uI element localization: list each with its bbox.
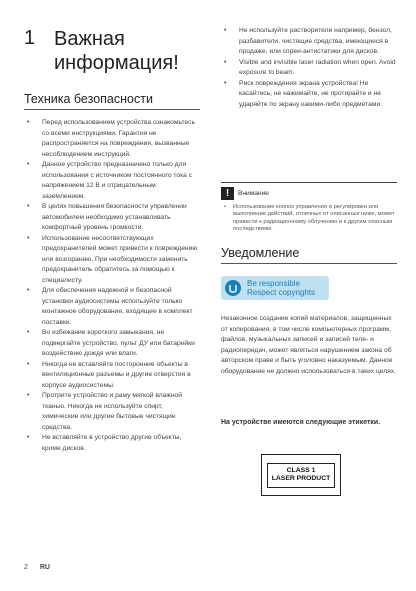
copyright-paragraph: Незаконное создание копий материалов, защищенных от копирования, в том числе компьютерных программ, файлов, музыкальных записей и записей теле- и радиопередач, может являться нарушением закона об авторском праве и быть уголовно наказуемым. Данное оборудование не должно использоваться в таких целях.: [221, 315, 396, 375]
notice-heading-text: Уведомление: [221, 246, 397, 264]
safety-item: • Протрите устройство и раму мягкой влажной тканью. Никогда не используйте спирт, химические или другие бытовые чистящие средства.: [24, 391, 200, 433]
safety-list-continued: [221, 26, 397, 110]
copyright-icon: [225, 280, 241, 296]
warning-list: [221, 204, 397, 234]
safety-heading-text: Техника безопасности: [24, 92, 200, 110]
laser-product: LASER PRODUCT: [271, 475, 331, 482]
warning-text: • Использование кнопок управления и регулировки или выполнение действий, отличных от описанных ниже, может привести к радиационному облучению и к другим опасным последствиям.: [221, 204, 397, 234]
label-note: На устройстве имеются следующие этикетки.: [221, 419, 381, 426]
badge-text: [247, 279, 315, 298]
warning-header: [221, 187, 397, 200]
exclamation-icon: !: [221, 187, 234, 200]
warning-box: [221, 182, 397, 234]
safety-item: • В целях повышения безопасности управлении автомобилем необходимо устанавливать комфортный уровень громкости.: [24, 202, 200, 234]
safety-item: • Visible and invisible laser radiation when open. Avoid exposure to beam.: [221, 58, 397, 79]
laser-class: CLASS 1: [286, 466, 316, 474]
language-code: RU: [39, 564, 50, 571]
safety-item: • Риск повреждения экрана устройства! Не касайтесь, не нажимайте, не протирайте и не ударяйте по экрану какими-либо предметами.: [221, 79, 397, 111]
laser-label: [261, 454, 341, 496]
chapter-number: 1: [24, 27, 36, 49]
safety-item: • Во избежание короткого замыкания, не подвергайте устройство, пульт ДУ или батарейки воздействию дождя или влаги.: [24, 328, 200, 360]
safety-item: • Не используйте растворители например, бензол, разбавители, чистящие средства, имеющиеся в продаже, или спреи-антистатики для дисков.: [221, 26, 397, 58]
copyright-badge: [221, 276, 329, 300]
warning-title: Внимание: [238, 190, 269, 197]
safety-item: • Перед использованием устройства ознакомьтесь со всеми инструкциями. Гарантия не распространяется на повреждения, вызванные несоблюдением инструкций.: [24, 118, 200, 160]
safety-item: • Использование несоответствующих предохранителей может привести к повреждению или возгоранию. При необходимости заменить предохранитель обратитесь за помощью к специалисту.: [24, 234, 200, 287]
badge-line2: Respect copyrights: [247, 288, 316, 297]
safety-item: • Не вставляйте в устройство другие объекты, кроме дисков.: [24, 433, 200, 454]
chapter-title: [54, 27, 179, 75]
page-footer: [24, 564, 50, 571]
chapter-title-line2: информация!: [54, 52, 179, 74]
notice-heading: [221, 246, 397, 264]
page-number: 2: [24, 564, 28, 571]
safety-list: [24, 118, 200, 454]
safety-item: • Данное устройство предназначено только для использования с источником постоянного тока с напряжением 12 В и отрицательным заземлением.: [24, 160, 200, 202]
chapter-title-line1: Важная: [54, 28, 125, 50]
safety-item: • Для обеспечения надежной и безопасной установки аудиосистемы используйте только монтажное оборудование, входящее в комплект поставки.: [24, 286, 200, 328]
laser-label-inner: [267, 463, 336, 488]
safety-heading: [24, 92, 200, 110]
badge-line1: Be responsible: [247, 278, 300, 288]
safety-item: • Никогда не вставляйте посторонние объекты в вентиляционные разъемы и другие отверстия в корпусе аудиосистемы.: [24, 360, 200, 392]
